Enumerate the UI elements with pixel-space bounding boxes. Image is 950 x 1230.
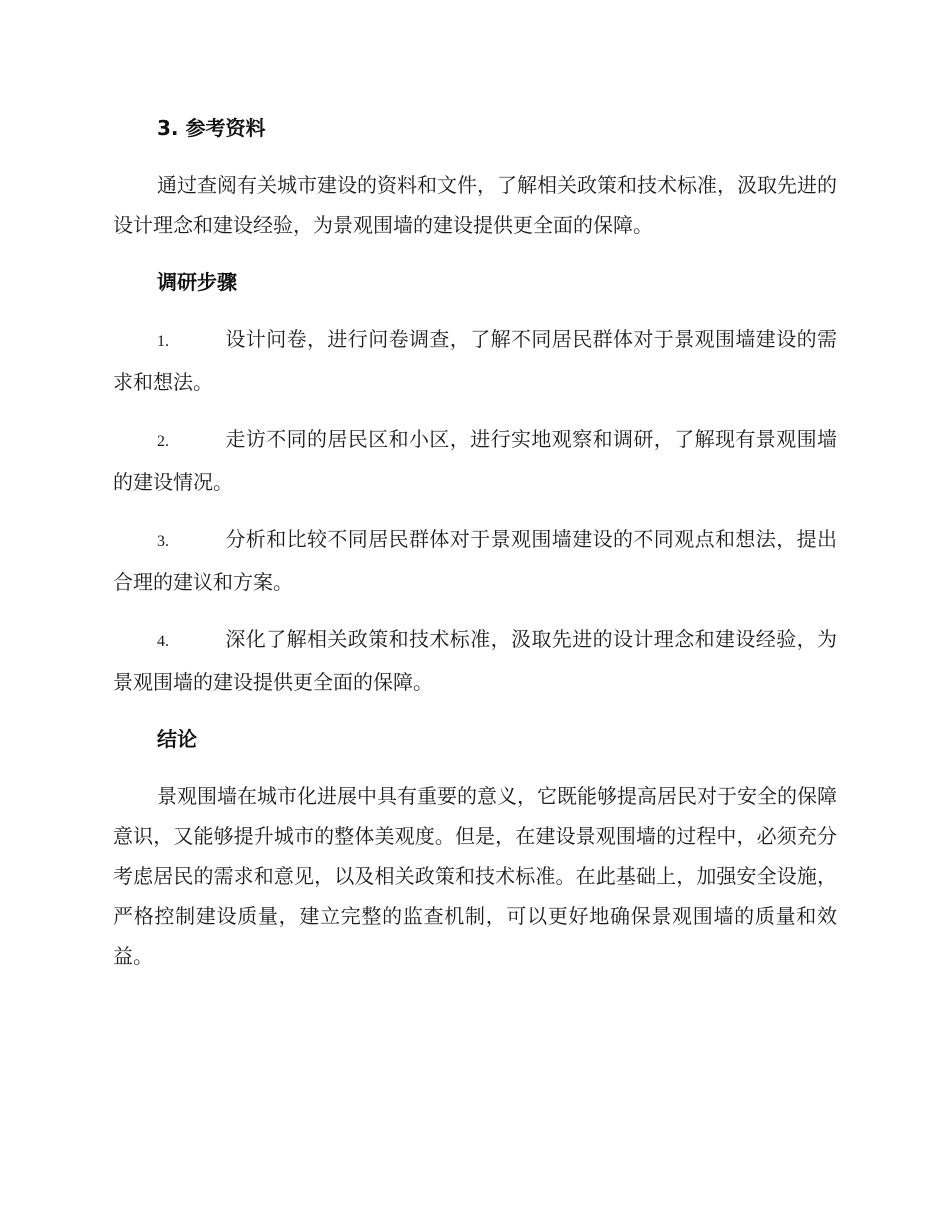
research-steps-heading: 调研步骤 <box>157 270 237 294</box>
list-item-text: 分析和比较不同居民群体对于景观围墙建设的不同观点和想法，提出合理的建议和方案。 <box>113 527 837 594</box>
list-item-number: 1. <box>157 333 169 350</box>
document-page <box>113 108 837 976</box>
list-item <box>113 319 837 402</box>
references-paragraph: 通过查阅有关城市建设的资料和文件，了解相关政策和技术标准，汲取先进的设计理念和建设经验，为景观围墙的建设提供更全面的保障。 <box>113 173 837 237</box>
list-item <box>113 519 837 602</box>
list-item-number: 2. <box>157 433 169 450</box>
conclusion-heading: 结论 <box>157 727 197 751</box>
list-item-text: 深化了解相关政策和技术标准，汲取先进的设计理念和建设经验，为景观围墙的建设提供更全面的保障。 <box>113 627 837 694</box>
references-heading: 3. 参考资料 <box>157 116 266 140</box>
list-item <box>113 619 837 702</box>
list-item-number: 4. <box>157 633 169 650</box>
list-item-text: 设计问卷，进行问卷调查，了解不同居民群体对于景观围墙建设的需求和想法。 <box>113 327 837 394</box>
list-item-number: 3. <box>157 533 169 550</box>
list-item <box>113 419 837 502</box>
list-item-text: 走访不同的居民区和小区，进行实地观察和调研，了解现有景观围墙的建设情况。 <box>113 427 837 494</box>
conclusion-paragraph: 景观围墙在城市化进展中具有重要的意义，它既能够提高居民对于安全的保障意识，又能够提升城市的整体美观度。但是，在建设景观围墙的过程中，必须充分考虑居民的需求和意见，以及相关政策和技术标准。在此基础上，加强安全设施，严格控制建设质量，建立完整的监查机制，可以更好地确保景观围墙的质量和效益。 <box>113 784 837 968</box>
